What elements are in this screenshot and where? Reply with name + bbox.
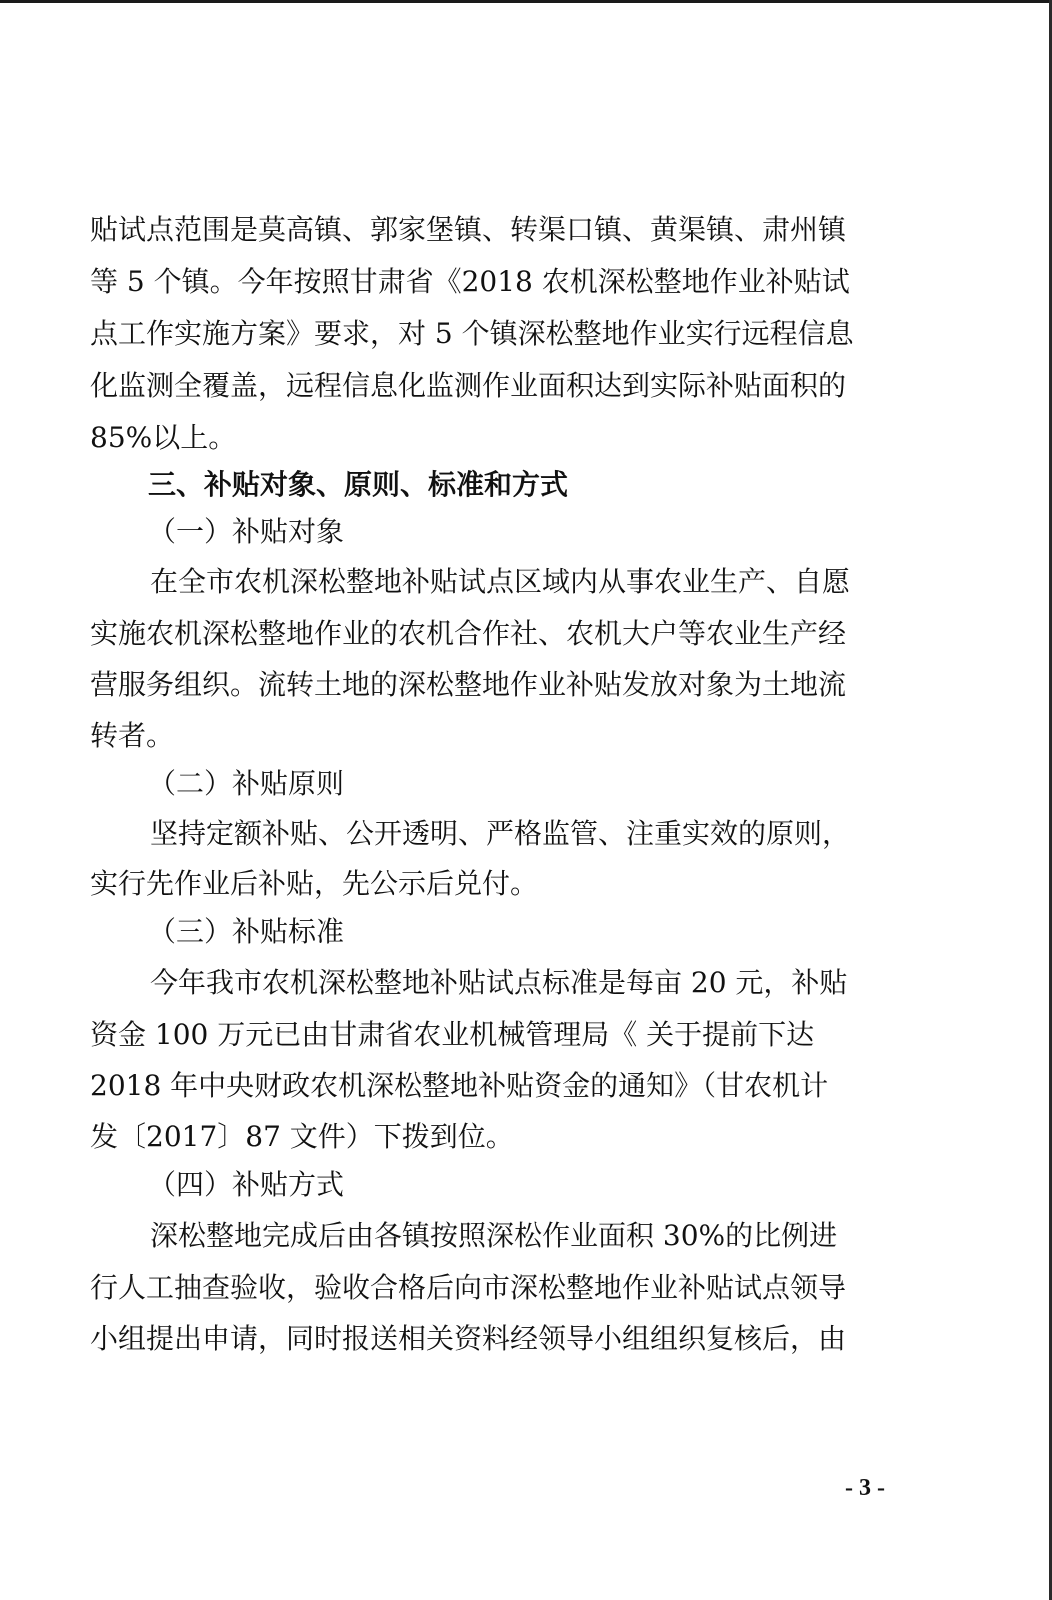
page-number: - 3 -: [845, 1475, 885, 1501]
body-line: 实行先作业后补贴，先公示后兑付。: [90, 867, 539, 900]
subsection-heading: （二）补贴原则: [148, 767, 345, 800]
body-line: 85%以上。: [90, 421, 237, 454]
body-line: 点工作实施方案》要求，对 5 个镇深松整地作业实行远程信息: [90, 317, 854, 350]
subsection-heading: （四）补贴方式: [148, 1168, 345, 1201]
body-line: 小组提出申请，同时报送相关资料经领导小组组织复核后，由: [90, 1322, 847, 1355]
subsection-heading: （一）补贴对象: [148, 515, 345, 548]
subsection-heading: （三）补贴标准: [148, 915, 345, 948]
body-line: 在全市农机深松整地补贴试点区域内从事农业生产、自愿: [150, 565, 851, 598]
body-line: 等 5 个镇。今年按照甘肃省《2018 农机深松整地作业补贴试: [90, 265, 850, 298]
body-line: 2018 年中央财政农机深松整地补贴资金的通知》（甘农机计: [90, 1069, 829, 1102]
body-line: 深松整地完成后由各镇按照深松作业面积 30%的比例进: [150, 1219, 838, 1252]
body-line: 贴试点范围是莫高镇、郭家堡镇、转渠口镇、黄渠镇、肃州镇: [90, 213, 847, 246]
body-line: 实施农机深松整地作业的农机合作社、农机大户等农业生产经: [90, 617, 847, 650]
body-line: 资金 100 万元已由甘肃省农业机械管理局《 关于提前下达: [90, 1018, 815, 1051]
section-heading: 三、补贴对象、原则、标准和方式: [148, 468, 569, 501]
body-line: 发〔2017〕87 文件）下拨到位。: [90, 1120, 514, 1153]
body-line: 营服务组织。流转土地的深松整地作业补贴发放对象为土地流: [90, 668, 847, 701]
body-line: 坚持定额补贴、公开透明、严格监管、注重实效的原则，: [150, 817, 851, 850]
body-line: 行人工抽查验收，验收合格后向市深松整地作业补贴试点领导: [90, 1271, 847, 1304]
body-line: 转者。: [90, 719, 175, 752]
body-line: 化监测全覆盖，远程信息化监测作业面积达到实际补贴面积的: [90, 369, 847, 402]
body-line: 今年我市农机深松整地补贴试点标准是每亩 20 元，补贴: [150, 966, 848, 999]
